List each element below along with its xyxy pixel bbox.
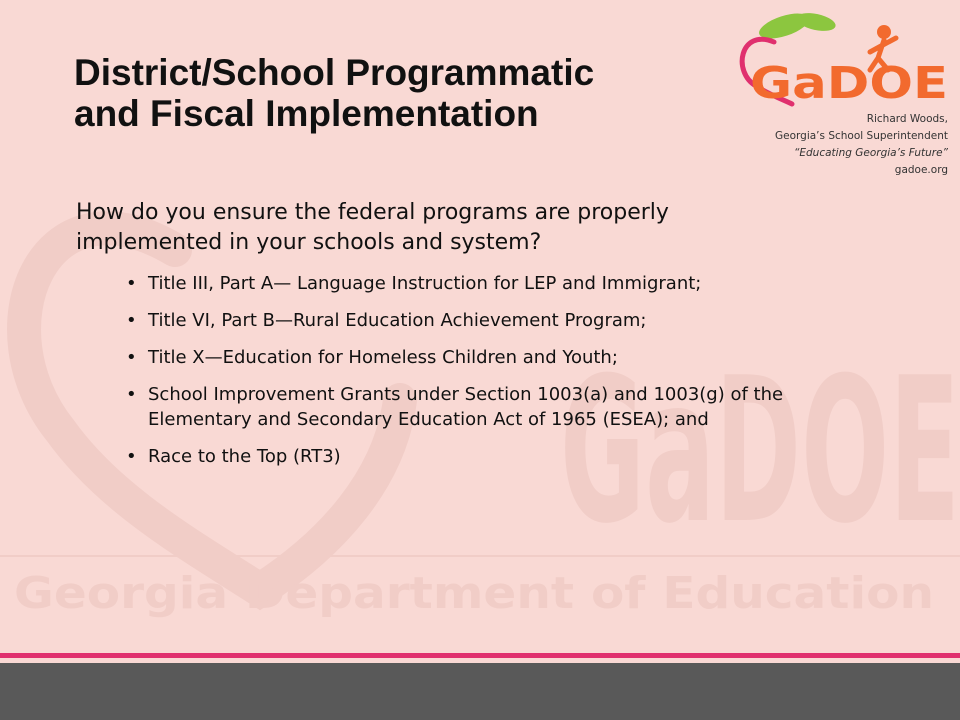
superintendent-info xyxy=(775,111,948,179)
list-item-text: School Improvement Grants under Section 1003(a) and 1003(g) of the Elementary and Secondary Education Act of 1965 (ESEA); and xyxy=(148,384,784,430)
website: gadoe.org xyxy=(894,164,948,176)
bullet-icon: • xyxy=(126,347,137,368)
list-item-text: Race to the Top (RT3) xyxy=(148,446,341,467)
slide-title-line-1: District/School Programmatic xyxy=(74,52,595,93)
footer-bar xyxy=(0,663,960,720)
list-item xyxy=(126,444,886,469)
logo-leaf-icon-2 xyxy=(795,10,837,34)
logo-text: GaDOE xyxy=(750,58,948,108)
superintendent-name: Richard Woods, xyxy=(866,113,948,125)
list-item xyxy=(126,308,886,333)
motto: “Educating Georgia’s Future” xyxy=(793,147,948,159)
list-item xyxy=(126,382,886,432)
bullet-list xyxy=(126,271,886,481)
list-item xyxy=(126,345,886,370)
bullet-icon: • xyxy=(126,273,137,294)
bullet-icon: • xyxy=(126,310,137,331)
list-item xyxy=(126,271,886,296)
bullet-icon: • xyxy=(126,446,137,467)
bullet-icon: • xyxy=(126,384,137,405)
watermark-logo-text: GaDOE xyxy=(560,335,960,568)
slide-title xyxy=(74,52,714,134)
gadoe-logo xyxy=(734,8,954,108)
watermark-text: Georgia Department of Education xyxy=(14,568,934,619)
logo-figure-head-icon xyxy=(877,25,891,39)
list-item-text: Title X—Education for Homeless Children and Youth; xyxy=(148,347,618,368)
superintendent-title: Georgia’s School Superintendent xyxy=(775,130,948,142)
list-item-text: Title III, Part A— Language Instruction for LEP and Immigrant; xyxy=(148,273,702,294)
intro-question: How do you ensure the federal programs are properly implemented in your schools and system? xyxy=(76,200,669,255)
list-item-text: Title VI, Part B—Rural Education Achievement Program; xyxy=(148,310,647,331)
slide-title-line-2: and Fiscal Implementation xyxy=(74,93,539,134)
